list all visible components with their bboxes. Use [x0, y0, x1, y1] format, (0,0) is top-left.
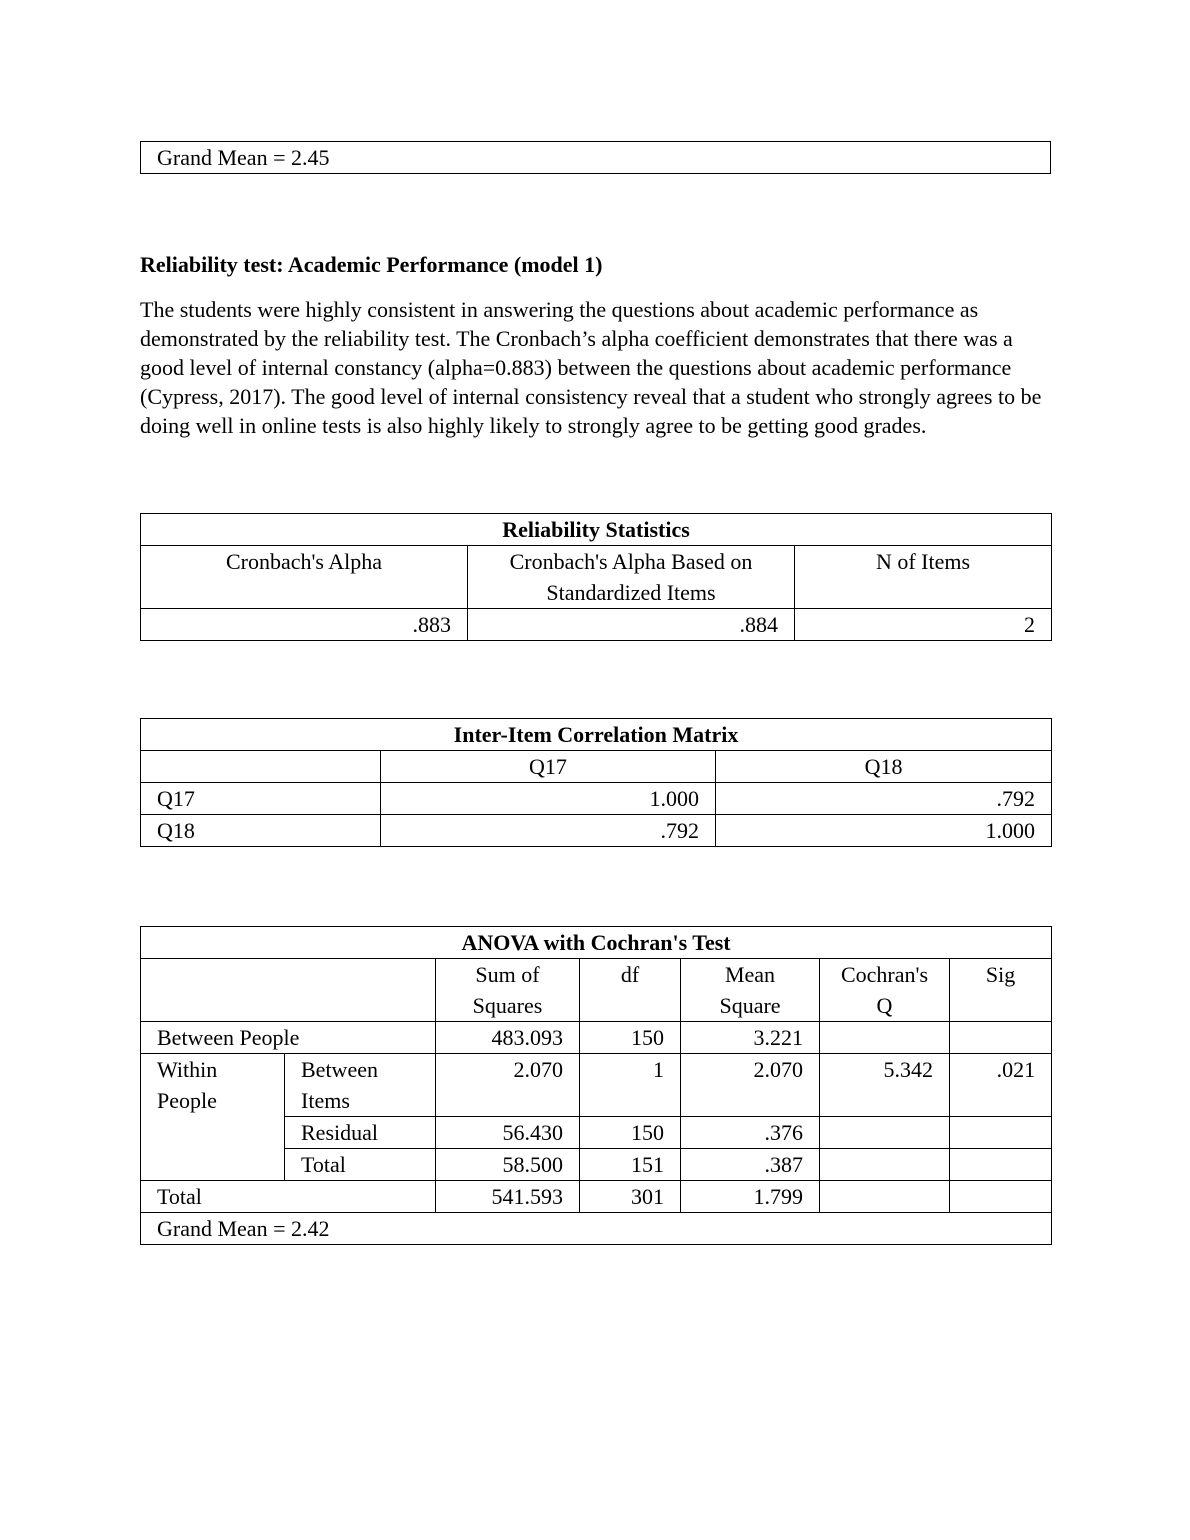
table-cell	[820, 1117, 950, 1149]
column-header-empty	[141, 959, 436, 1022]
table-cell: 2	[795, 609, 1052, 641]
grand-mean-cell: Grand Mean = 2.42	[141, 1213, 1052, 1245]
table-cell	[950, 1181, 1052, 1213]
table-cell: 2.070	[681, 1054, 820, 1117]
column-header: df	[580, 959, 681, 1022]
row-label: Total	[285, 1149, 436, 1181]
grand-mean-top-table	[140, 141, 1051, 174]
row-label: Total	[141, 1181, 436, 1213]
reliability-statistics-table	[140, 513, 1052, 641]
grand-mean-top-cell: Grand Mean = 2.45	[141, 142, 1051, 174]
row-label: Q17	[141, 783, 381, 815]
body-paragraph: The students were highly consistent in answering the questions about academic performance as demonstrated by the reliability test. The Cronbach’s alpha coefficient demonstrates that there was a good level of internal constancy (alpha=0.883) between the questions about academic performance (Cypress, 2017). The good level of internal consistency reveal that a student who strongly agrees to be doing well in online tests is also highly likely to strongly agree to be getting good grades.	[140, 297, 1042, 438]
table-cell: 541.593	[436, 1181, 580, 1213]
table-cell: .792	[381, 815, 716, 847]
column-header: N of Items	[795, 546, 1052, 609]
table-cell: 151	[580, 1149, 681, 1181]
anova-cochran-table	[140, 926, 1052, 1245]
table-cell: 150	[580, 1117, 681, 1149]
table-cell: 58.500	[436, 1149, 580, 1181]
table-row	[141, 815, 1052, 847]
table-cell: 5.342	[820, 1054, 950, 1117]
table-cell: 2.070	[436, 1054, 580, 1117]
table-row	[141, 1022, 1052, 1054]
table-cell: 150	[580, 1022, 681, 1054]
table-cell: 3.221	[681, 1022, 820, 1054]
table-cell	[820, 1181, 950, 1213]
row-label: Residual	[285, 1117, 436, 1149]
table-row	[141, 1054, 1052, 1117]
table-cell: 1	[580, 1054, 681, 1117]
row-label: Q18	[141, 815, 381, 847]
table-cell	[950, 1149, 1052, 1181]
table-cell	[820, 1149, 950, 1181]
column-header: Cochran's Q	[820, 959, 950, 1022]
table-cell	[820, 1022, 950, 1054]
table-cell: 56.430	[436, 1117, 580, 1149]
table-cell: .883	[141, 609, 468, 641]
table-title: ANOVA with Cochran's Test	[141, 927, 1052, 959]
table-cell: .387	[681, 1149, 820, 1181]
column-header: Cronbach's Alpha	[141, 546, 468, 609]
section-heading: Reliability test: Academic Performance (model 1)	[140, 252, 603, 277]
column-header: Sum of Squares	[436, 959, 580, 1022]
column-header	[141, 751, 381, 783]
column-header: Cronbach's Alpha Based on Standardized Items	[468, 546, 795, 609]
table-title: Reliability Statistics	[141, 514, 1052, 546]
table-row	[141, 1181, 1052, 1213]
table-cell: 1.000	[716, 815, 1052, 847]
table-cell	[950, 1117, 1052, 1149]
table-cell: 483.093	[436, 1022, 580, 1054]
table-title: Inter-Item Correlation Matrix	[141, 719, 1052, 751]
row-label: Between Items	[285, 1054, 436, 1117]
inter-item-correlation-table	[140, 718, 1052, 847]
table-cell: .021	[950, 1054, 1052, 1117]
table-cell: 301	[580, 1181, 681, 1213]
table-row	[141, 783, 1052, 815]
table-cell: .792	[716, 783, 1052, 815]
table-cell: 1.799	[681, 1181, 820, 1213]
table-cell: .884	[468, 609, 795, 641]
table-cell	[950, 1022, 1052, 1054]
column-header: Q18	[716, 751, 1052, 783]
row-label: Between People	[141, 1022, 436, 1054]
column-header: Sig	[950, 959, 1052, 1022]
column-header: Mean Square	[681, 959, 820, 1022]
row-group-label: Within People	[141, 1054, 285, 1181]
table-cell: .376	[681, 1117, 820, 1149]
column-header: Q17	[381, 751, 716, 783]
table-cell: 1.000	[381, 783, 716, 815]
